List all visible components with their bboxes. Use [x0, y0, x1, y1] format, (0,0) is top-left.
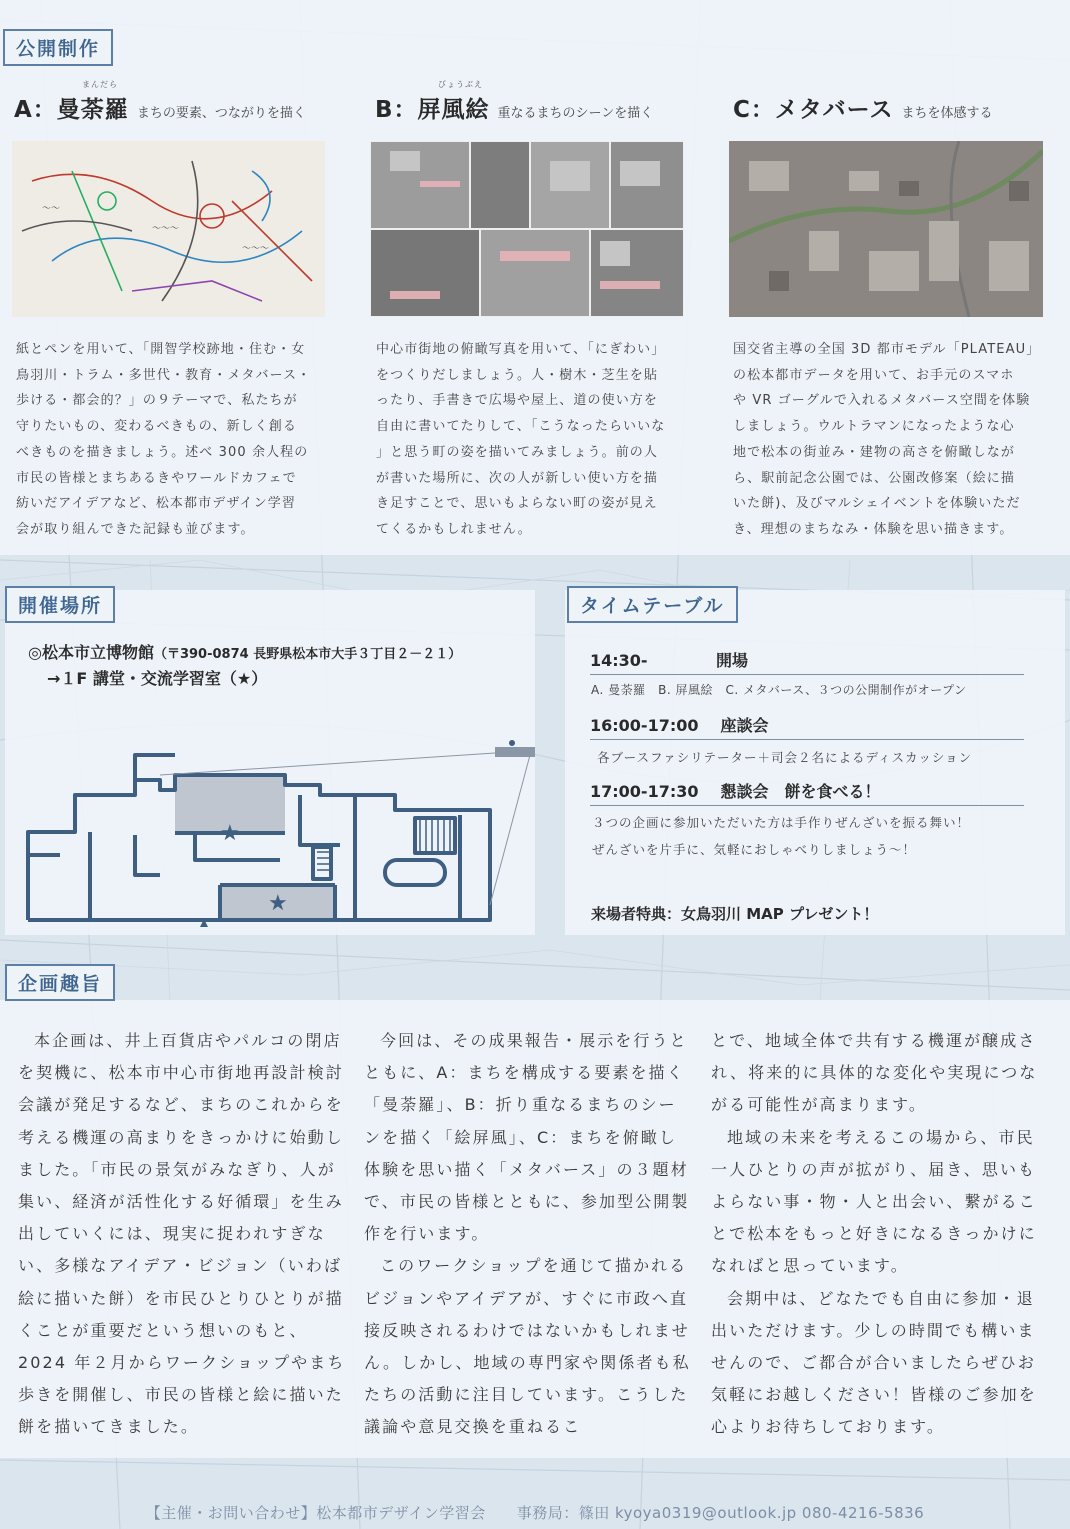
column-b-heading — [375, 91, 653, 124]
event-label: 座談会 — [720, 716, 769, 735]
purpose-column-2 — [364, 1025, 694, 1444]
time-label: 17:00-17:30 — [590, 782, 699, 801]
aerial-collage-image — [370, 141, 684, 317]
timetable-note-3: ３つの企画に参加いただいた方は手作りぜんざいを振る舞い！ — [592, 815, 971, 830]
time-label: 16:00-17:00 — [590, 716, 699, 735]
aerial-photo-collage — [370, 141, 684, 317]
mandala-drawing-image — [12, 141, 325, 317]
desc-line: 歩ける・都会的？」の９テーマで、私たちが — [16, 393, 298, 409]
desc-line: 紙とペンを用いて、「開智学校跡地・住む・女 — [16, 342, 306, 357]
desc-line: をつくりだしましょう。人・樹木・芝生を貼 — [376, 367, 659, 383]
column-c-subtitle: まちを体感する — [901, 106, 993, 121]
venue-line1 — [28, 640, 461, 663]
desc-line: の松本都市データを用いて、お手元のスマホ — [733, 367, 1015, 383]
column-c-description — [733, 337, 1053, 543]
desc-line: しましょう。ウルトラマンになったような心 — [733, 419, 1015, 435]
section-title-venue: 開催場所 — [5, 586, 115, 623]
svg-text:～～: ～～ — [42, 204, 61, 214]
timetable-note-1: A. 曼荼羅 B. 屏風絵 C. メタバース、３つの公開制作がオープン — [591, 683, 967, 697]
desc-line: てくるかもしれません。 — [376, 521, 532, 537]
column-b-description — [376, 337, 690, 543]
mandala-drawing-photo — [12, 141, 325, 317]
timetable-row-2 — [590, 713, 1024, 740]
desc-line: や VR ゴーグルで入れるメタバース空間を体験 — [733, 393, 1031, 409]
section-title-timetable: タイムテーブル — [567, 586, 738, 623]
column-a-subtitle: まちの要素、つながりを描く — [136, 106, 306, 121]
venue-address: （〒390-0874 長野県松本市大手３丁目２－２１） — [153, 647, 462, 662]
desc-line: 鳥羽川・トラム・多世代・教育・メタバース・ — [16, 367, 312, 383]
ruby-byoubue: びょうぶえ — [438, 80, 483, 89]
column-c-title: C：メタバース — [733, 97, 894, 123]
desc-line: 会が取り組んできた記録も並びます。 — [16, 521, 255, 537]
paragraph: 会期中は、どなたでも自由に参加・退出いただけます。少しの時間でも構いませんので、ご都合が合いましたらぜひお気軽にお越しください！皆様のご参加を心よりお待ちしております。 — [711, 1288, 1037, 1437]
desc-line: 中心市街地の俯瞰写真を用いて、「にぎわい」 — [376, 342, 666, 357]
venue-name: ◎松本市立博物館 — [28, 643, 154, 662]
city-model-image — [729, 141, 1043, 317]
purpose-column-3 — [711, 1025, 1041, 1444]
desc-line: ら、駅前記念公園では、公園改修案（絵に描 — [733, 470, 1016, 486]
venue-room: →１F 講堂・交流学習室（★） — [47, 669, 268, 688]
paragraph: 本企画は、井上百貨店やパルコの閉店を契機に、松本市中心市街地再設計検討会議が発足するなど、まちのこれからを考える機運の高まりをきっかけに始動しました。「市民の景気がみなぎり、人が集い、経済が活性化する好循環」を生み出していくには、現実に捉われすぎない、多様なアイデア・ビジョン（いわば絵に描いた餅）を市民ひとりひとりが描くことが重要だという想いのもと、2024 年２月からワークショップやまち歩きを開催し、市民の皆様と絵に描いた餅を描いてきました。 — [18, 1031, 346, 1437]
paragraph: このワークショップを通じて描かれるビジョンやアイデアが、すぐに市政へ直接反映されるわけではないかもしれません。しかし、地域の専門家や関係者も私たちの活動に注目しています。こうした議論や意見交換を重ねるこ — [364, 1256, 691, 1437]
paragraph: 地域の未来を考えるこの場から、市民一人ひとりの声が拡がり、届き、思いもよらない事・物・人と出会い、繋がることで松本をもっと好きになるきっかけになればと思っています。 — [711, 1127, 1037, 1276]
desc-line: き足すことで、思いもよらない町の姿が見え — [376, 496, 658, 512]
timetable-note-2: 各ブースファシリテーター＋司会２名によるディスカッション — [597, 750, 973, 765]
time-label: 14:30- — [590, 651, 648, 670]
event-label: 懇談会 餅を食べる！ — [720, 782, 881, 801]
timetable-note-4: ぜんざいを片手に、気軽におしゃべりしましょう～！ — [592, 842, 917, 857]
timetable-row-3 — [590, 779, 1024, 806]
desc-line: べきものを描きましょう。述べ 300 余人程の — [16, 444, 309, 460]
visitor-bonus: 来場者特典：女鳥羽川 MAP プレゼント！ — [591, 905, 879, 923]
event-label: 開場 — [716, 651, 749, 670]
column-a-title: A：曼荼羅 — [14, 97, 129, 123]
desc-line: 」と思う町の姿を描いてみましょう。前の人 — [376, 444, 659, 460]
timetable-row-1 — [590, 648, 1024, 675]
desc-line: 地で松本の街並み・建物の高さを俯瞰しなが — [733, 444, 1016, 460]
column-b-title: B：屏風絵 — [375, 97, 490, 123]
footer-contact: 【主催・お問い合わせ】松本都市デザイン学習会 事務局：篠田 kyoya0319@outlook.jp 080-4216-5836 — [145, 1504, 925, 1522]
3d-city-model — [729, 141, 1043, 317]
desc-line: いた餅)、及びマルシェイベントを体験いただ — [733, 496, 1021, 512]
paragraph: 今回は、その成果報告・展示を行うとともに、A：まちを構成する要素を描く「曼荼羅」、B：折り重なるまちのシーンを描く「絵屏風」、C：まちを俯瞰し体験を思い描く「メタバース」の３題材で、市民の皆様とともに、参加型公開製作を行います。 — [364, 1031, 690, 1244]
desc-line: 国交省主導の全国 3D 都市モデル「PLATEAU」 — [733, 342, 1041, 357]
column-a-heading — [14, 91, 306, 124]
paragraph: とで、地域全体で共有する機運が醸成され、将来的に具体的な変化や実現につながる可能性が高まります。 — [711, 1031, 1038, 1115]
column-a-description — [16, 337, 330, 543]
desc-line: 紡いだアイデアなど、松本都市デザイン学習 — [16, 496, 296, 512]
section-title-public-production: 公開制作 — [3, 29, 113, 66]
svg-text:～～～: ～～～ — [152, 224, 180, 234]
desc-line: 守りたいもの、変わるべきもの、新しく創る — [16, 419, 297, 435]
star-icon: ★ — [268, 891, 288, 916]
column-c-heading — [733, 91, 993, 124]
svg-text:～～～: ～～～ — [242, 244, 270, 254]
desc-line: 自由に書いてたりして、「こうなったらいいな — [376, 419, 666, 435]
floor-plan — [20, 735, 540, 935]
column-b-subtitle: 重なるまちのシーンを描く — [497, 106, 654, 121]
desc-line: が書いた場所に、次の人が新しい使い方を描 — [376, 470, 659, 486]
section-title-purpose: 企画趣旨 — [5, 964, 115, 1001]
desc-line: 市民の皆様とまちあるきやワールドカフェで — [16, 470, 297, 486]
desc-line: き、理想のまちなみ・体験を思い描きます。 — [733, 521, 1014, 537]
desc-line: ったり、手書きで広場や屋上、道の使い方を — [376, 393, 659, 409]
star-icon: ★ — [220, 821, 240, 846]
ruby-mandala: まんだら — [82, 80, 118, 89]
purpose-column-1 — [18, 1025, 348, 1444]
